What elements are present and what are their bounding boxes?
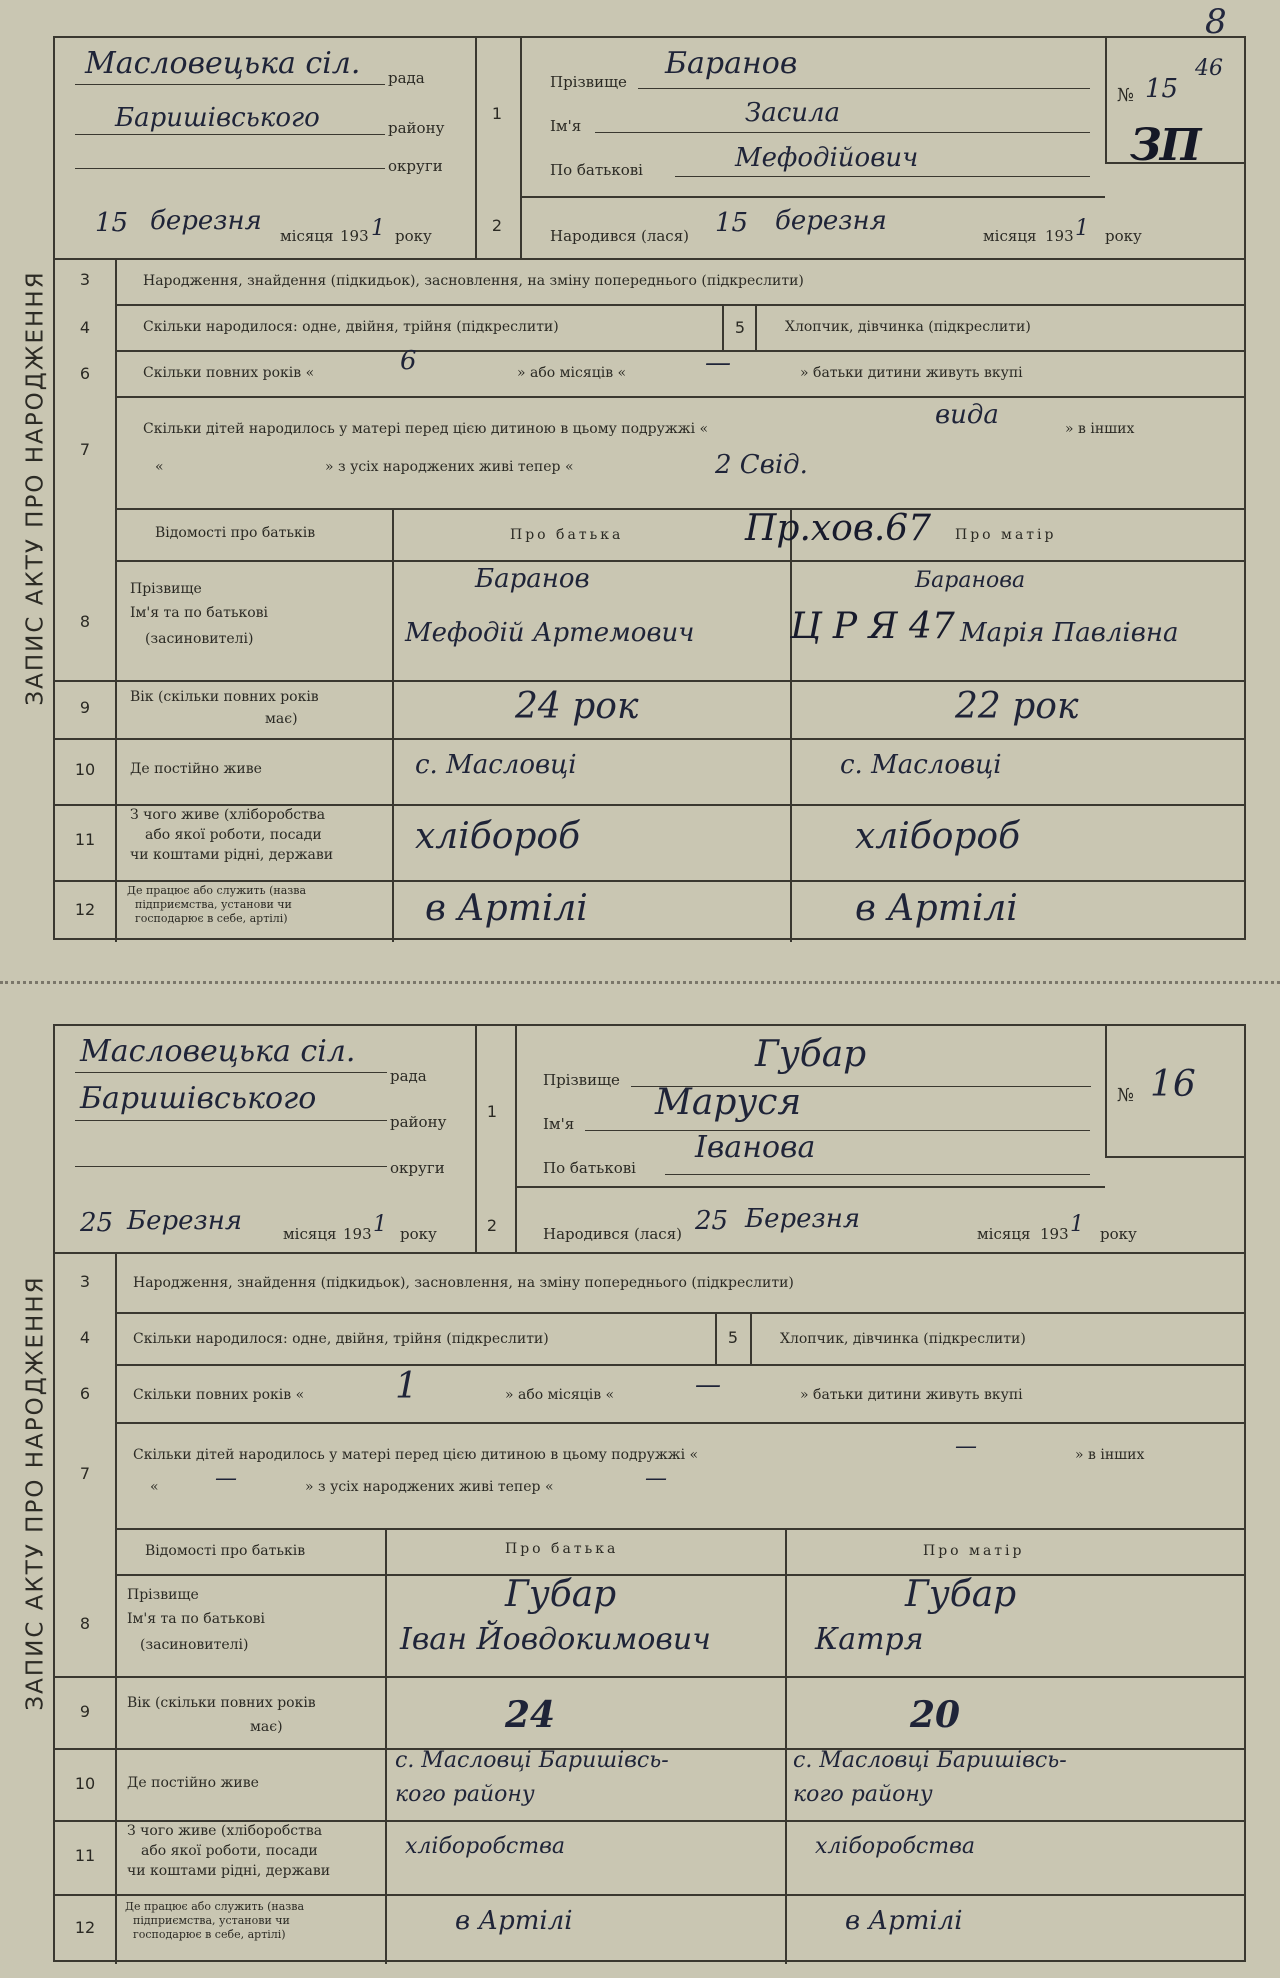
row3-text: Народження, знайдення (підкидьок), засновлення, на зміну попереднього (підкреслити) <box>143 273 804 289</box>
row8-label-1: Прізвище <box>127 1587 199 1603</box>
surname-label: Прізвище <box>543 1071 620 1089</box>
birth-record-1 <box>0 36 1280 940</box>
row-number: 2 <box>486 1216 498 1235</box>
row5-text: Хлопчик, дівчинка (підкреслити) <box>785 319 1031 335</box>
row11-label-2: або якої роботи, посади <box>141 1843 318 1859</box>
row12-label-3: господарює в себе, артілі) <box>133 1928 286 1941</box>
born-year-hand: 1 <box>1070 1212 1084 1237</box>
row-number: 2 <box>491 216 503 235</box>
row6-years: 1 <box>395 1366 418 1407</box>
row8-label-2: Ім'я та по батькові <box>127 1611 265 1627</box>
mother-age: 20 <box>910 1694 961 1736</box>
number-label: № <box>1117 85 1135 106</box>
page-number: 8 <box>1205 2 1227 42</box>
rada-value: Масловецька сіл. <box>85 46 361 81</box>
mother-residence-line-1: с. Масловці Баришівсь- <box>793 1748 1067 1773</box>
row8-label-3: (засиновителі) <box>140 1637 249 1653</box>
row-number: 5 <box>727 1328 739 1347</box>
row5-text: Хлопчик, дівчинка (підкреслити) <box>780 1331 1026 1347</box>
mother-name-overwrite: Ц Р Я 47 <box>790 606 955 647</box>
row11-label-3: чи коштами рідні, держави <box>127 1863 331 1879</box>
number-label: № <box>1117 1085 1135 1106</box>
row9-label-2: має) <box>250 1719 283 1735</box>
born-year-label: року <box>1100 1225 1137 1243</box>
row-number: 6 <box>79 364 91 383</box>
row6-text-a: Скільки повних років « <box>133 1387 305 1403</box>
row7-text-d: » з усіх народжених живі тепер « <box>325 459 574 475</box>
reg-date-month-label: місяця <box>280 227 334 245</box>
page-divider <box>0 981 1280 984</box>
mother-header: Про матір <box>923 1543 1025 1559</box>
born-year-hand: 1 <box>1075 216 1089 241</box>
parents-header: Відомості про батьків <box>145 1543 306 1559</box>
row7-text-b: » в інших <box>1075 1447 1145 1463</box>
row-number: 5 <box>734 318 746 337</box>
rayon-label: району <box>390 1113 447 1131</box>
row7-text-a: Скільки дітей народилось у матері перед цією дитиною в цьому подружжі « <box>143 421 709 437</box>
father-age: 24 рок <box>515 686 639 727</box>
record-frame <box>53 36 1246 940</box>
row7-text-c: « <box>150 1479 159 1495</box>
father-residence-line-2: кого району <box>395 1782 535 1807</box>
row7-text-b: » в інших <box>1065 421 1135 437</box>
row8-label-2: Ім'я та по батькові <box>130 605 268 621</box>
row-number: 1 <box>491 104 503 123</box>
reg-date-year-label: року <box>400 1225 437 1243</box>
birth-record-2 <box>0 1024 1280 1962</box>
row8-label-1: Прізвище <box>130 581 202 597</box>
father-header: Про батька <box>510 527 624 543</box>
row7-marriage-value: вида <box>935 400 999 430</box>
father-header: Про батька <box>505 1541 619 1557</box>
row3-text: Народження, знайдення (підкидьок), засновлення, на зміну попереднього (підкреслити) <box>133 1275 794 1291</box>
row4-text: Скільки народилося: одне, двійня, трійня (підкреслити) <box>133 1331 549 1347</box>
row6-text-a: Скільки повних років « <box>143 365 315 381</box>
record-stamp: ЗП <box>1130 120 1200 171</box>
row-number: 3 <box>79 1272 91 1291</box>
okruha-label: округи <box>388 157 443 175</box>
record-frame <box>53 1024 1246 1962</box>
father-livelihood: хлібороб <box>415 816 581 857</box>
row10-label: Де постійно живе <box>130 761 262 777</box>
record-side-title: ЗАПИС АКТУ ПРО НАРОДЖЕННЯ <box>23 1275 49 1711</box>
mother-name: Марія Павлівна <box>960 618 1179 648</box>
row-number: 4 <box>79 318 91 337</box>
mother-age: 22 рок <box>955 686 1079 727</box>
father-livelihood: хліборобства <box>405 1834 565 1859</box>
born-month-label: місяця <box>983 227 1037 245</box>
row-number: 10 <box>74 760 96 779</box>
row6-text-b: » або місяців « <box>517 365 627 381</box>
row-number: 8 <box>79 1614 91 1633</box>
name-label: Ім'я <box>543 1115 575 1133</box>
child-patronymic: Іванова <box>695 1130 816 1165</box>
row10-label: Де постійно живе <box>127 1775 259 1791</box>
parents-header: Відомості про батьків <box>155 525 316 541</box>
name-label: Ім'я <box>550 117 582 135</box>
mother-livelihood: хліборобства <box>815 1834 975 1859</box>
row12-label-2: підприємства, установи чи <box>133 1914 290 1927</box>
row7-text-c: « <box>155 459 164 475</box>
row11-label-3: чи коштами рідні, держави <box>130 847 334 863</box>
row7-alive-value: — <box>645 1466 667 1491</box>
father-surname: Баранов <box>475 564 590 594</box>
row8-label-3: (засиновителі) <box>145 631 254 647</box>
born-day: 25 <box>695 1206 729 1236</box>
born-year-label: року <box>1105 227 1142 245</box>
father-work: в Артілі <box>425 888 588 929</box>
row-number: 8 <box>79 612 91 631</box>
mother-surname: Губар <box>905 1574 1017 1615</box>
child-name: Засила <box>745 98 841 128</box>
reg-date-day: 25 <box>80 1208 114 1238</box>
mother-name: Катря <box>815 1622 924 1657</box>
row6-text-b: » або місяців « <box>505 1387 615 1403</box>
born-month-label: місяця <box>977 1225 1031 1243</box>
row-number: 11 <box>74 830 96 849</box>
rayon-value: Баришівського <box>80 1081 317 1116</box>
okruha-label: округи <box>390 1159 445 1177</box>
mother-residence: с. Масловці <box>840 750 1002 780</box>
row12-label-3: господарює в себе, артілі) <box>135 912 288 925</box>
reg-date-year-label: року <box>395 227 432 245</box>
row6-years: 6 <box>400 346 417 376</box>
mother-livelihood: хлібороб <box>855 816 1021 857</box>
reg-date-year-hand: 1 <box>371 216 385 241</box>
child-surname: Губар <box>755 1034 867 1075</box>
rayon-value: Баришівського <box>115 103 320 133</box>
father-name: Мефодій Артемович <box>405 618 695 648</box>
born-day: 15 <box>715 208 749 238</box>
row-number: 12 <box>74 1918 96 1937</box>
row9-label-1: Вік (скільки повних років <box>130 689 319 705</box>
row-number: 11 <box>74 1846 96 1865</box>
rada-label: рада <box>388 69 425 87</box>
row12-label-2: підприємства, установи чи <box>135 898 292 911</box>
rada-label: рада <box>390 1067 427 1085</box>
row9-label-1: Вік (скільки повних років <box>127 1695 316 1711</box>
born-label: Народився (лася) <box>543 1225 683 1243</box>
reg-date-year-prefix: 193 <box>340 227 369 245</box>
father-surname: Губар <box>505 1574 617 1615</box>
father-name: Іван Йовдокимович <box>400 1622 711 1657</box>
row6-months: — <box>705 348 731 378</box>
row12-label-1: Де працює або служить (назва <box>125 1900 305 1913</box>
record-side-title: ЗАПИС АКТУ ПРО НАРОДЖЕННЯ <box>23 270 49 706</box>
mother-work: в Артілі <box>845 1906 963 1936</box>
row7-marriage-value: — <box>955 1434 977 1459</box>
rayon-label: району <box>388 119 445 137</box>
mother-header: Про матір <box>955 527 1057 543</box>
row-number: 9 <box>79 698 91 717</box>
reg-date-year-hand: 1 <box>373 1212 387 1237</box>
row11-label-2: або якої роботи, посади <box>145 827 322 843</box>
born-month: березня <box>775 206 887 236</box>
surname-label: Прізвище <box>550 73 627 91</box>
row-number: 4 <box>79 1328 91 1347</box>
row-number: 3 <box>79 270 91 289</box>
row-number: 7 <box>79 440 91 459</box>
row12-label-1: Де працює або служить (назва <box>127 884 307 897</box>
row6-text-c: » батьки дитини живуть вкупі <box>800 365 1023 381</box>
row11-label-1: З чого живе (хліборобства <box>127 1823 323 1839</box>
mother-header-overwrite: Пр.хов.67 <box>745 508 932 549</box>
row4-text: Скільки народилося: одне, двійня, трійня (підкреслити) <box>143 319 559 335</box>
row6-text-c: » батьки дитини живуть вкупі <box>800 1387 1023 1403</box>
row7-alive-value: 2 Свід. <box>715 450 808 480</box>
row7-text-d: » з усіх народжених живі тепер « <box>305 1479 554 1495</box>
father-residence: с. Масловці <box>415 750 577 780</box>
row9-label-2: має) <box>265 711 298 727</box>
mother-surname: Баранова <box>915 568 1026 593</box>
row-number: 9 <box>79 1702 91 1721</box>
born-label: Народився (лася) <box>550 227 690 245</box>
row-number: 6 <box>79 1384 91 1403</box>
child-patronymic: Мефодійович <box>735 143 919 173</box>
father-work: в Артілі <box>455 1906 573 1936</box>
reg-date-day: 15 <box>95 208 129 238</box>
record-number: 16 <box>1150 1064 1196 1105</box>
father-residence-line-1: с. Масловці Баришівсь- <box>395 1748 669 1773</box>
reg-date-month: Березня <box>127 1206 243 1236</box>
reg-date-month: березня <box>150 206 262 236</box>
row7-other-value: — <box>215 1466 237 1491</box>
mother-residence-line-2: кого району <box>793 1782 933 1807</box>
father-age: 24 <box>505 1694 556 1736</box>
row-number: 7 <box>79 1464 91 1483</box>
born-month: Березня <box>745 1204 861 1234</box>
child-name: Маруся <box>655 1082 802 1123</box>
reg-date-month-label: місяця <box>283 1225 337 1243</box>
row-number: 1 <box>486 1102 498 1121</box>
patronymic-label: По батькові <box>550 161 643 179</box>
born-year-prefix: 193 <box>1045 227 1074 245</box>
record-number-extra: 46 <box>1195 56 1223 81</box>
row-number: 10 <box>74 1774 96 1793</box>
mother-work: в Артілі <box>855 888 1018 929</box>
reg-date-year-prefix: 193 <box>343 1225 372 1243</box>
record-number: 15 <box>1145 74 1179 104</box>
row-number: 12 <box>74 900 96 919</box>
patronymic-label: По батькові <box>543 1159 636 1177</box>
born-year-prefix: 193 <box>1040 1225 1069 1243</box>
row7-text-a: Скільки дітей народилось у матері перед цією дитиною в цьому подружжі « <box>133 1447 699 1463</box>
rada-value: Масловецька сіл. <box>80 1034 356 1069</box>
row11-label-1: З чого живе (хліборобства <box>130 807 326 823</box>
row6-months: — <box>695 1370 721 1400</box>
child-surname: Баранов <box>665 46 798 81</box>
